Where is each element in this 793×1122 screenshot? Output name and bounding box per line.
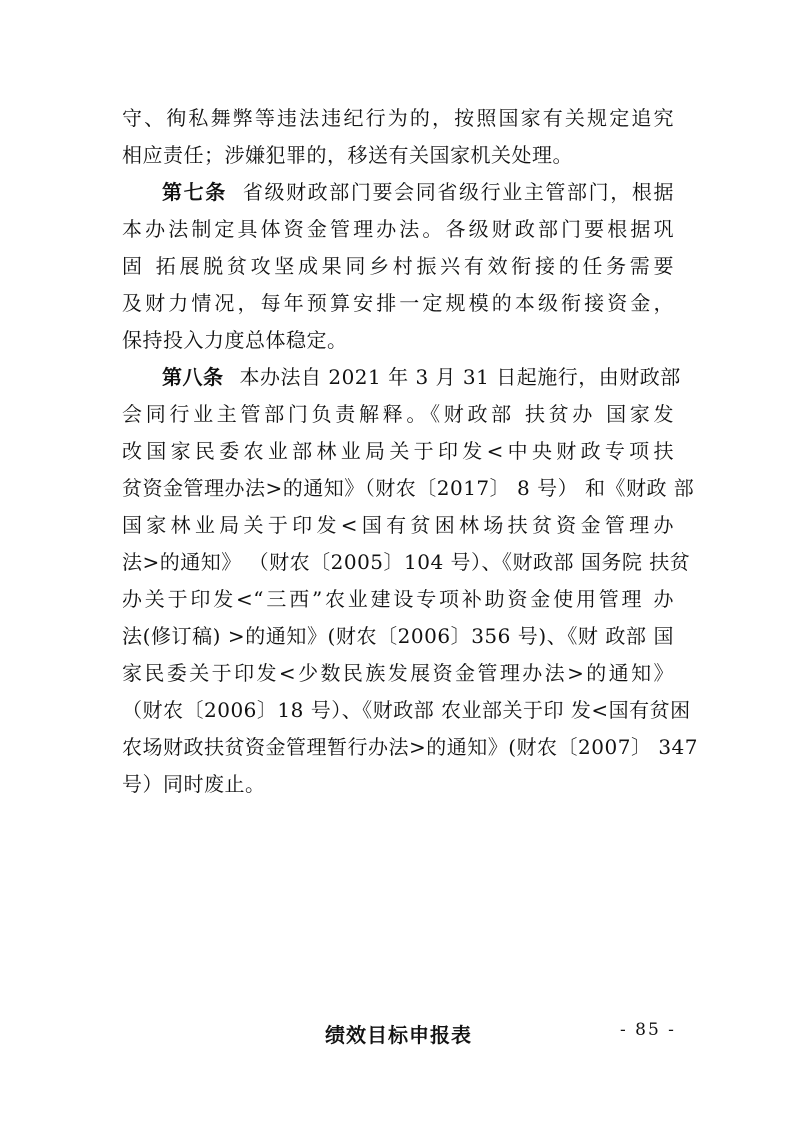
paragraph-line: 号）同时废止。 [122,772,266,796]
paragraph-line: （财农〔2006〕18 号）、《财政部 农业部关于印 发<国有贫困 [122,698,691,722]
footer-title: 绩效目标申报表 [325,1023,472,1047]
article-8-first-line [162,362,681,392]
paragraph-line: 改国家民委农业部林业局关于印发<中央财政专项扶 [122,439,674,463]
article-7-heading: 第七条 [162,180,227,204]
page-number: - 85 - [620,1020,676,1040]
paragraph-line: 相应责任；涉嫌犯罪的，移送有关国家机关处理。 [122,143,573,167]
paragraph-line: 会同行业主管部门负责解释。《财政部 扶贫办 国家发 [122,402,674,426]
paragraph-line: 贫资金管理办法>的通知》（财农〔2017〕 8 号） 和《财政 部 [122,476,695,500]
article-7-text: 省级财政部门要会同省级行业主管部门，根据 [242,180,675,204]
article-8-text: 本办法自 2021 年 3 月 31 日起施行，由财政部 [239,365,681,389]
paragraph-line: 农场财政扶贫资金管理暂行办法>的通知》(财农〔2007〕 347 [122,735,698,759]
paragraph-line: 守、徇私舞弊等违法违纪行为的，按照国家有关规定追究 [122,106,674,130]
paragraph-line: 办关于印发<“三西”农业建设专项补助资金使用管理 办 [122,587,674,611]
article-8-heading: 第八条 [162,365,224,389]
paragraph-line: 法>的通知》 （财农〔2005〕104 号）、《财政部 国务院 扶贫 [122,550,691,574]
paragraph-line: 保持投入力度总体稳定。 [122,328,348,352]
paragraph-line: 家民委关于印发<少数民族发展资金管理办法>的通知》 [122,661,674,685]
paragraph-line: 法(修订稿) >的通知》(财农〔2006〕356 号)、《财 政部 国 [122,624,674,648]
paragraph-line: 国家林业局关于印发<国有贫困林场扶贫资金管理办 [122,513,674,537]
paragraph-line: 及财力情况，每年预算安排一定规模的本级衔接资金， [122,291,674,315]
paragraph-line: 固 拓展脱贫攻坚成果同乡村振兴有效衔接的任务需要 [122,254,674,278]
paragraph-line: 本办法制定具体资金管理办法。各级财政部门要根据巩 [122,217,674,241]
article-7-first-line [162,177,674,207]
